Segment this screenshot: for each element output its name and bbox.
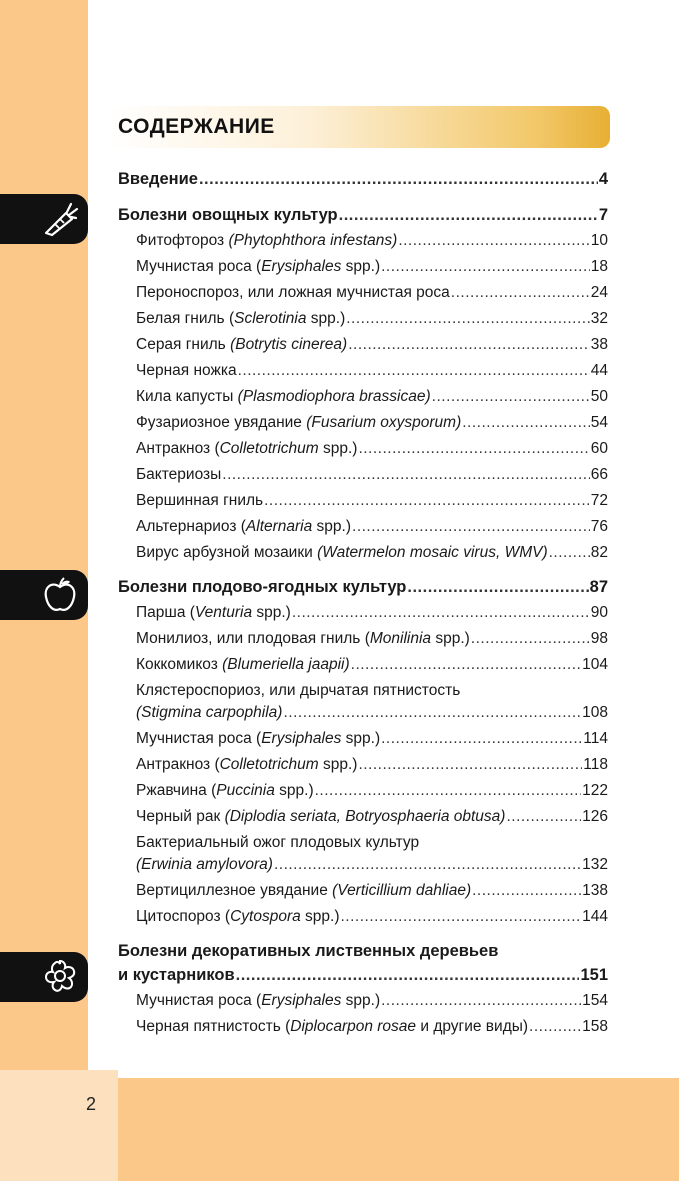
toc-entry-label bbox=[136, 992, 380, 1010]
toc-entry[interactable] bbox=[118, 466, 608, 492]
leader-dots bbox=[264, 492, 590, 510]
toc-entry-text-suffix: spp.) bbox=[341, 730, 381, 747]
leader-dots bbox=[315, 782, 582, 800]
leader-dots bbox=[398, 232, 589, 250]
toc-entry-text: Мучнистая роса ( bbox=[136, 992, 262, 1009]
toc-entry-text-suffix: spp.) bbox=[274, 782, 314, 799]
toc-entry[interactable] bbox=[118, 808, 608, 834]
toc-entry[interactable] bbox=[118, 440, 608, 466]
toc-entry-label bbox=[136, 310, 345, 328]
leader-dots bbox=[238, 362, 590, 380]
toc-page: 60 bbox=[590, 440, 608, 457]
toc-page: 50 bbox=[590, 388, 608, 405]
toc-page: 4 bbox=[598, 170, 608, 188]
toc-entry-label bbox=[136, 808, 505, 826]
table-of-contents bbox=[118, 170, 608, 1044]
vegetables-section-tab[interactable] bbox=[0, 194, 88, 244]
toc-entry-text-suffix: spp.) bbox=[306, 310, 346, 327]
toc-entry[interactable] bbox=[118, 782, 608, 808]
toc-entry-text: Черная пятнистость ( bbox=[136, 1018, 291, 1035]
toc-section-fruit[interactable] bbox=[118, 578, 608, 604]
toc-page: 66 bbox=[590, 466, 608, 483]
toc-entry-latin-name: (Botrytis cinerea) bbox=[230, 336, 348, 353]
toc-section-title: и кустарников bbox=[118, 966, 235, 984]
toc-entry-label bbox=[136, 544, 548, 562]
toc-entry-latin-name: Erysiphales bbox=[261, 258, 342, 275]
leader-dots bbox=[352, 518, 590, 536]
toc-entry[interactable] bbox=[118, 284, 608, 310]
leader-dots bbox=[381, 992, 581, 1010]
toc-entry-text-suffix: spp.) bbox=[318, 756, 358, 773]
toc-entry[interactable] bbox=[118, 336, 608, 362]
toc-entry-latin-name: Puccinia bbox=[216, 782, 275, 799]
toc-page: 54 bbox=[590, 414, 608, 431]
leader-dots bbox=[506, 808, 581, 826]
toc-entry-label bbox=[136, 630, 470, 648]
toc-entry-text: Вершинная гниль bbox=[136, 492, 264, 509]
toc-page: 98 bbox=[590, 630, 608, 647]
toc-page: 132 bbox=[582, 856, 608, 873]
toc-page: 72 bbox=[590, 492, 608, 509]
leader-dots bbox=[292, 604, 590, 622]
toc-entry-latin-name: (Diplodia seriata, Botryosphaeria obtusa) bbox=[224, 808, 506, 825]
toc-entry-text: Пероноспороз, или ложная мучнистая роса bbox=[136, 284, 450, 301]
toc-entry-text: Черный рак bbox=[136, 808, 225, 825]
fruit-section-tab[interactable] bbox=[0, 570, 88, 620]
toc-entry-label bbox=[136, 604, 291, 622]
toc-page: 122 bbox=[582, 782, 608, 799]
toc-entry[interactable] bbox=[118, 882, 608, 908]
toc-entry-latin-name: (Blumeriella jaapii) bbox=[222, 656, 350, 673]
toc-page: 76 bbox=[590, 518, 608, 535]
toc-entry-latin-name: Colletotrichum bbox=[219, 756, 319, 773]
toc-entry-label bbox=[136, 756, 357, 774]
toc-entry-text: Кила капусты bbox=[136, 388, 238, 405]
leader-dots bbox=[199, 170, 598, 189]
toc-section-title: Болезни плодово-ягодных культур bbox=[118, 578, 407, 596]
toc-entry-text: Антракноз ( bbox=[136, 756, 220, 773]
toc-entry-text: Вирус арбузной мозаики bbox=[136, 544, 318, 561]
toc-entry-label bbox=[136, 908, 340, 926]
toc-entry[interactable] bbox=[118, 630, 608, 656]
toc-page: 108 bbox=[582, 704, 608, 721]
toc-page: 114 bbox=[583, 730, 608, 747]
toc-entry[interactable] bbox=[118, 908, 608, 934]
toc-entry-text-suffix: spp.) bbox=[318, 440, 358, 457]
toc-entry-latin-name: (Phytophthora infestans) bbox=[228, 232, 398, 249]
toc-entry-text-suffix: spp.) bbox=[312, 518, 352, 535]
toc-entry-label bbox=[136, 362, 237, 380]
toc-entry-text: Альтернариоз ( bbox=[136, 518, 246, 535]
toc-entry-label bbox=[136, 258, 380, 276]
toc-entry[interactable] bbox=[118, 856, 608, 882]
toc-entry-text: Вертициллезное увядание bbox=[136, 882, 333, 899]
leader-dots bbox=[472, 882, 581, 900]
leader-dots bbox=[407, 578, 588, 597]
toc-label: Введение bbox=[118, 170, 198, 188]
toc-entry-text-suffix: и другие виды) bbox=[416, 1018, 529, 1035]
toc-page: 82 bbox=[590, 544, 608, 561]
toc-entry[interactable] bbox=[118, 310, 608, 336]
toc-section-ornamental[interactable] bbox=[118, 966, 608, 992]
toc-entry-text-suffix: spp.) bbox=[431, 630, 470, 647]
leader-dots bbox=[471, 630, 590, 648]
leader-dots bbox=[462, 414, 590, 432]
toc-entry-latin-name: Venturia bbox=[194, 604, 253, 621]
ornamental-section-tab[interactable] bbox=[0, 952, 88, 1002]
toc-entry-latin-name: Cytospora bbox=[230, 908, 301, 925]
leader-dots bbox=[381, 258, 590, 276]
toc-entry-text: Белая гниль ( bbox=[136, 310, 235, 327]
toc-entry-text: Мучнистая роса ( bbox=[136, 730, 262, 747]
toc-entry-text: Мучнистая роса ( bbox=[136, 258, 262, 275]
toc-intro[interactable] bbox=[118, 170, 608, 196]
toc-entry-text: Фитофтороз bbox=[136, 232, 229, 249]
toc-entry[interactable] bbox=[118, 232, 608, 258]
toc-page: 44 bbox=[590, 362, 608, 379]
contents-header bbox=[108, 106, 610, 148]
leader-dots bbox=[339, 206, 598, 225]
toc-entry-latin-name: Erysiphales bbox=[261, 992, 342, 1009]
page-title: СОДЕРЖАНИЕ bbox=[118, 115, 275, 138]
toc-page: 90 bbox=[590, 604, 608, 621]
toc-entry-label bbox=[136, 730, 380, 748]
leader-dots bbox=[236, 966, 580, 985]
toc-entry-line1: Бактериальный ожог плодовых культур bbox=[136, 834, 420, 851]
toc-page: 32 bbox=[590, 310, 608, 327]
toc-entry[interactable] bbox=[118, 388, 608, 414]
toc-entry-text: Серая гниль bbox=[136, 336, 231, 353]
toc-page: 126 bbox=[582, 808, 608, 825]
toc-section-title: Болезни овощных культур bbox=[118, 206, 338, 224]
toc-entry-text: Ржавчина ( bbox=[136, 782, 217, 799]
toc-entry-label bbox=[136, 388, 431, 406]
toc-entry-label bbox=[136, 440, 357, 458]
toc-entry[interactable] bbox=[118, 730, 608, 756]
leader-dots bbox=[351, 656, 581, 674]
toc-entry-label bbox=[136, 1018, 528, 1036]
toc-entry-text: Черная ножка bbox=[136, 362, 237, 379]
toc-entry-text-suffix: spp.) bbox=[300, 908, 340, 925]
toc-page: 38 bbox=[590, 336, 608, 353]
toc-entry[interactable] bbox=[118, 258, 608, 284]
leader-dots bbox=[348, 336, 590, 354]
toc-entry-text: Антракноз ( bbox=[136, 440, 220, 457]
toc-page: 138 bbox=[582, 882, 608, 899]
toc-entry-label bbox=[136, 232, 397, 250]
toc-entry-label bbox=[136, 518, 351, 536]
toc-entry-latin-name: Monilinia bbox=[369, 630, 432, 647]
page-number-tab bbox=[0, 1070, 118, 1181]
apple-icon bbox=[40, 575, 80, 615]
toc-entry-text-suffix: spp.) bbox=[341, 992, 381, 1009]
toc-entry-text-suffix: spp.) bbox=[341, 258, 381, 275]
toc-entry-latin-name: (Plasmodiophora brassicae) bbox=[237, 388, 431, 405]
toc-entry-latin-name: Colletotrichum bbox=[219, 440, 319, 457]
toc-page: 7 bbox=[598, 206, 608, 224]
toc-entry-label bbox=[136, 704, 282, 722]
leader-dots bbox=[341, 908, 582, 926]
toc-page: 158 bbox=[582, 1018, 608, 1035]
toc-page: 104 bbox=[582, 656, 608, 673]
leader-dots bbox=[346, 310, 590, 328]
toc-entry[interactable] bbox=[118, 362, 608, 388]
toc-entry-latin-name: (Verticillium dahliae) bbox=[332, 882, 472, 899]
leader-dots bbox=[222, 466, 589, 484]
toc-entry-label bbox=[136, 336, 347, 354]
leader-dots bbox=[451, 284, 590, 302]
toc-entry-latin-name: Sclerotinia bbox=[234, 310, 307, 327]
toc-entry[interactable] bbox=[118, 544, 608, 570]
toc-entry-text: Фузариозное увядание bbox=[136, 414, 307, 431]
toc-section-vegetables[interactable] bbox=[118, 206, 608, 232]
toc-entry-label bbox=[136, 782, 314, 800]
toc-entry[interactable] bbox=[118, 704, 608, 730]
leader-dots bbox=[358, 756, 582, 774]
toc-entry-latin-name: Diplocarpon rosae bbox=[290, 1018, 417, 1035]
toc-entry-label bbox=[136, 466, 221, 484]
toc-entry[interactable] bbox=[118, 492, 608, 518]
toc-page: 10 bbox=[590, 232, 608, 249]
carrot-icon bbox=[40, 199, 80, 239]
leader-dots bbox=[529, 1018, 581, 1036]
toc-section-ornamental-line1: Болезни декоративных лиственных деревьев bbox=[118, 942, 499, 960]
toc-entry-label bbox=[136, 414, 461, 432]
page-number: 2 bbox=[86, 1094, 97, 1114]
toc-entry-text-suffix: spp.) bbox=[252, 604, 291, 621]
toc-entry[interactable] bbox=[118, 992, 608, 1018]
toc-entry[interactable] bbox=[118, 604, 608, 630]
toc-entry-text: Парша ( bbox=[136, 604, 195, 621]
toc-page: 151 bbox=[580, 966, 608, 984]
leader-dots bbox=[274, 856, 581, 874]
toc-page: 18 bbox=[590, 258, 608, 275]
flower-icon bbox=[40, 957, 80, 997]
toc-page: 144 bbox=[582, 908, 608, 925]
toc-entry-latin-name: (Fusarium oxysporum) bbox=[306, 414, 462, 431]
toc-page: 87 bbox=[589, 578, 608, 596]
toc-page: 118 bbox=[583, 756, 608, 773]
toc-page: 24 bbox=[590, 284, 608, 301]
toc-entry-label bbox=[136, 492, 263, 510]
toc-entry-text: Коккомикоз bbox=[136, 656, 223, 673]
toc-entry-latin-name: Erysiphales bbox=[261, 730, 342, 747]
toc-entry-text: Цитоспороз ( bbox=[136, 908, 231, 925]
toc-entry-text: Монилиоз, или плодовая гниль ( bbox=[136, 630, 370, 647]
leader-dots bbox=[381, 730, 582, 748]
toc-entry-latin-name: (Erwinia amylovora) bbox=[136, 856, 273, 873]
toc-entry[interactable] bbox=[118, 756, 608, 782]
toc-entry-label bbox=[136, 882, 471, 900]
leader-dots bbox=[432, 388, 590, 406]
toc-entry-latin-name: (Watermelon mosaic virus, WMV) bbox=[317, 544, 548, 561]
toc-entry[interactable] bbox=[118, 518, 608, 544]
toc-entry-line1: Клястероспориоз, или дырчатая пятнистость bbox=[136, 682, 461, 699]
toc-page: 154 bbox=[582, 992, 608, 1009]
toc-entry-latin-name: (Stigmina carpophila) bbox=[136, 704, 283, 721]
leader-dots bbox=[283, 704, 581, 722]
toc-entry[interactable] bbox=[118, 1018, 608, 1044]
toc-entry[interactable] bbox=[118, 414, 608, 440]
leader-dots bbox=[549, 544, 590, 562]
leader-dots bbox=[358, 440, 589, 458]
toc-entry-label bbox=[136, 284, 450, 302]
toc-entry-text: Бактериозы bbox=[136, 466, 222, 483]
toc-entry[interactable] bbox=[118, 656, 608, 682]
toc-entry-label bbox=[136, 656, 350, 674]
toc-entry-latin-name: Alternaria bbox=[245, 518, 313, 535]
toc-entry-label bbox=[136, 856, 273, 874]
